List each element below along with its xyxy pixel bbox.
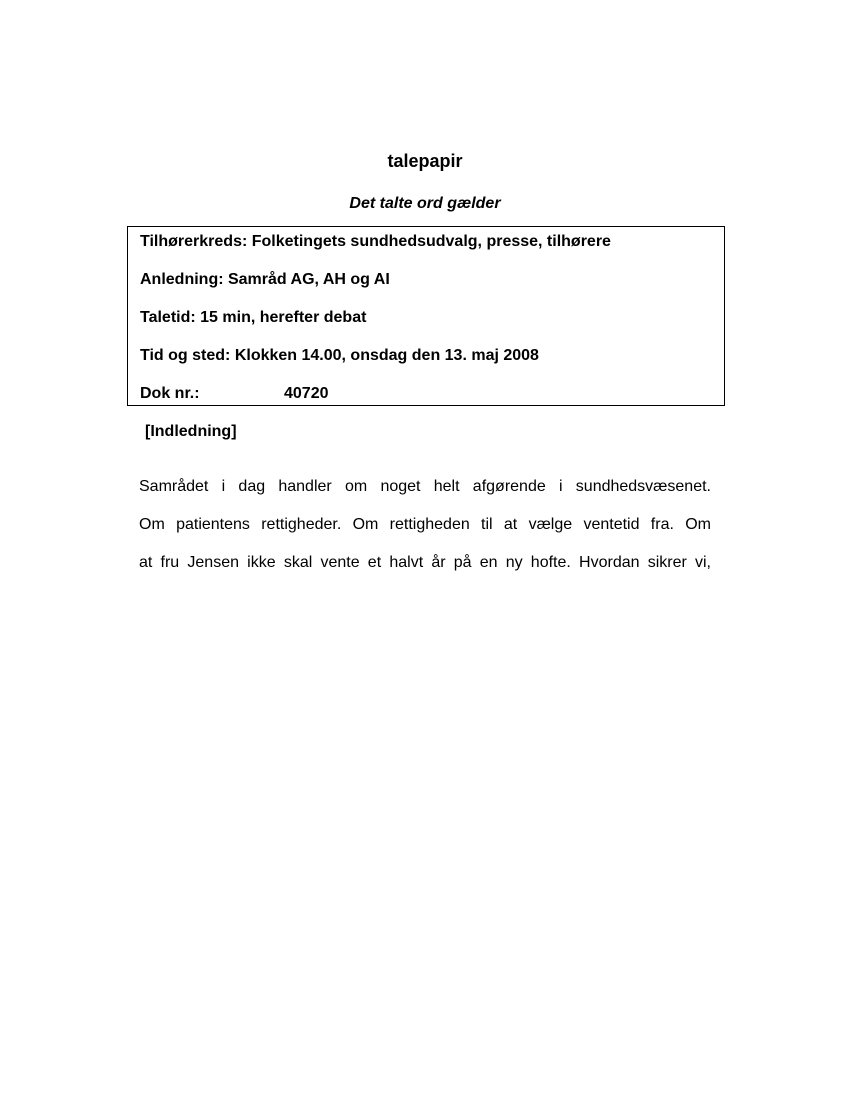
body-text-line: at fru Jensen ikke skal vente et halvt år på en ny hofte. Hvordan sikrer vi, <box>139 554 711 571</box>
body-text-line: Om patientens rettigheder. Om rettigheden til at vælge ventetid fra. Om <box>139 516 711 533</box>
speech-info-box <box>127 226 725 406</box>
document-number-value: 40720 <box>284 385 329 402</box>
audience-field: Tilhørerkreds: Folketingets sundhedsudvalg, presse, tilhørere <box>140 233 611 250</box>
document-number-label: Dok nr.: <box>140 385 200 402</box>
speaking-time-field: Taletid: 15 min, herefter debat <box>140 309 367 326</box>
occasion-field: Anledning: Samråd AG, AH og AI <box>140 271 390 288</box>
document-number-field <box>140 384 329 404</box>
time-place-field: Tid og sted: Klokken 14.00, onsdag den 13. maj 2008 <box>140 347 539 364</box>
section-heading: [Indledning] <box>145 423 237 440</box>
document-title: talepapir <box>387 151 463 171</box>
body-text-line: Samrådet i dag handler om noget helt afgørende i sundhedsvæsenet. <box>139 478 711 495</box>
document-subtitle: Det talte ord gælder <box>349 195 501 212</box>
